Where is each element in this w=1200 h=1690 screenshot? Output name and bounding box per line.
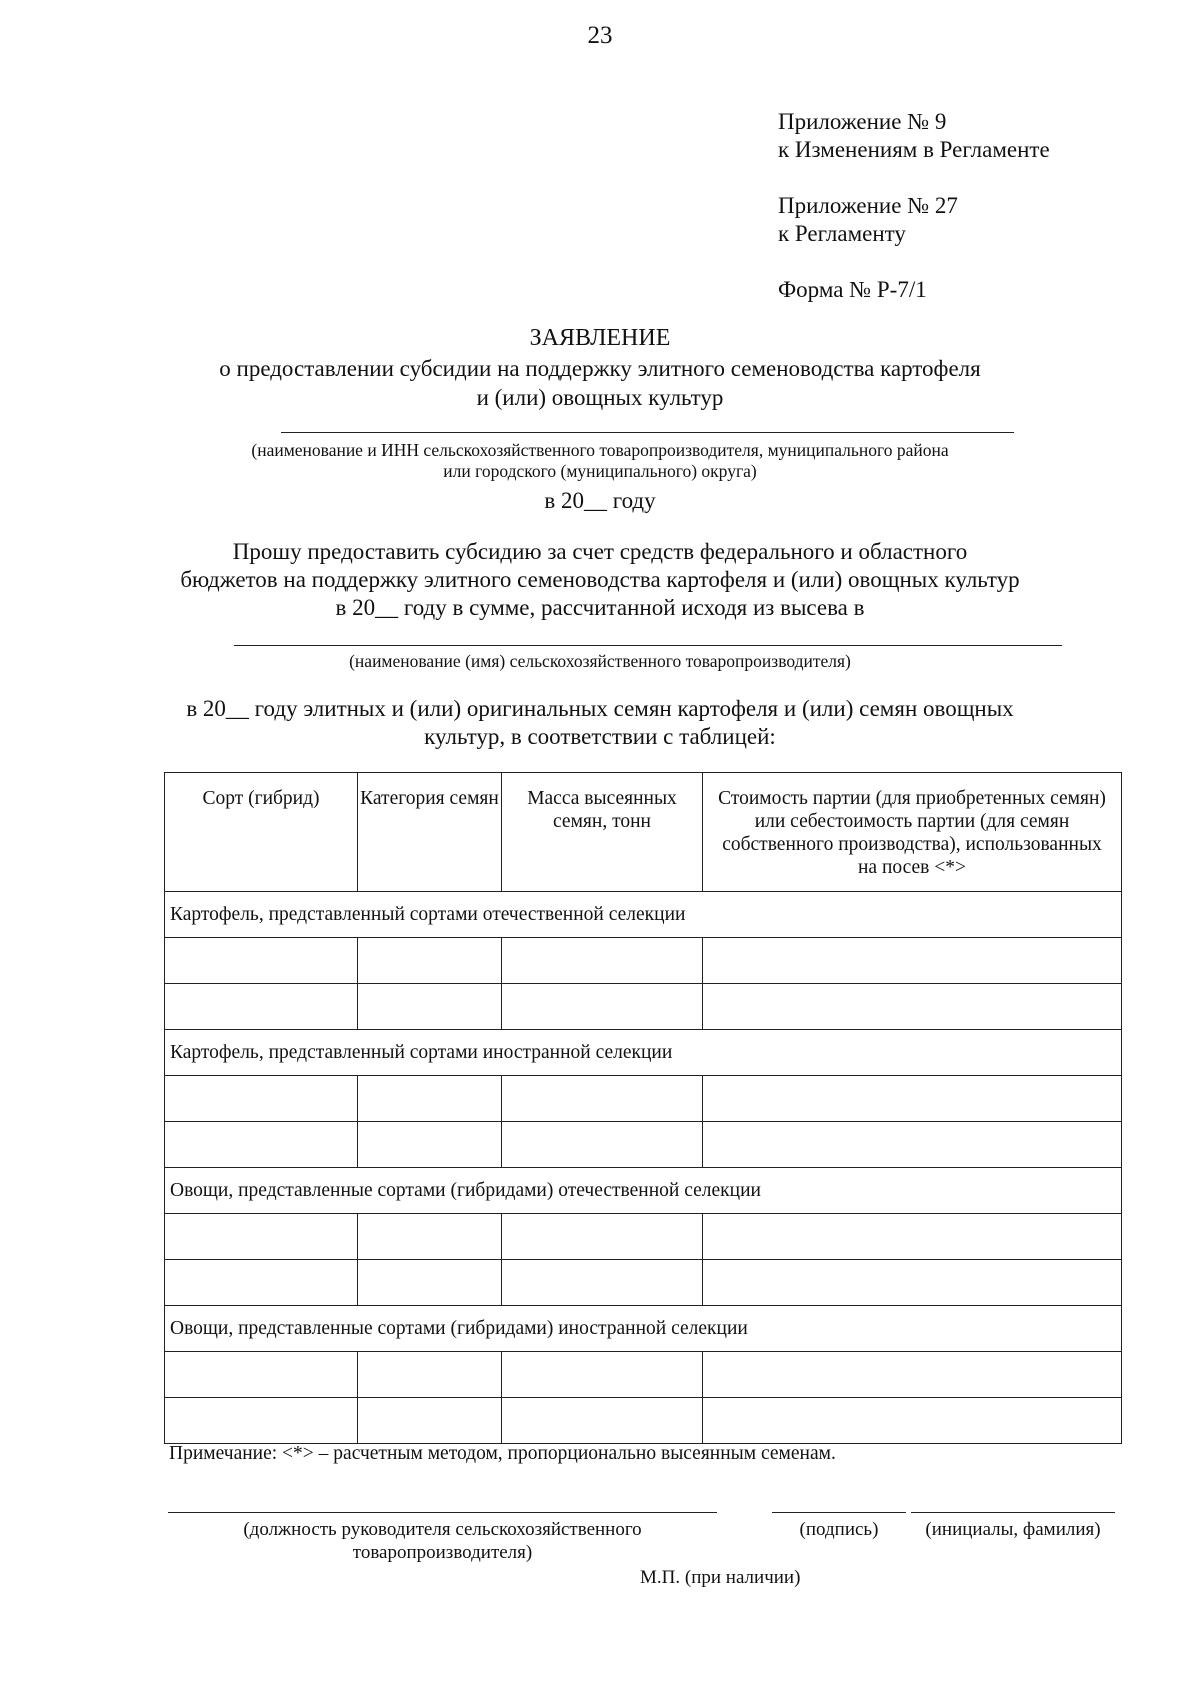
subtitle-line: и (или) овощных культур [476,385,724,410]
table-cell [358,1352,502,1398]
table-cell [358,1260,502,1306]
stamp-label: М.П. (при наличии) [640,1567,801,1588]
header-category: Категория семян [358,773,502,892]
table-cell [165,938,358,984]
seeds-line: культур, в соответствии с таблицей: [424,724,776,749]
appendix-line: к Изменениям в Регламенте [778,137,1050,162]
caption-line: (наименование и ИНН сельскохозяйственного товаропроизводителя, муниципального района [251,440,949,460]
seeds-table [164,772,1122,1444]
producer-caption: (наименование (имя) сельскохозяйственного товаропроизводителя) [349,651,851,671]
producer-fill-line [234,645,1062,646]
table-cell [358,1122,502,1168]
request-line: в 20__ году в сумме, рассчитанной исходя из высева в [335,595,865,620]
section-row [165,1030,1122,1076]
position-caption-line: товаропроизводителя) [352,1542,533,1563]
table-cell [358,1076,502,1122]
table-row [165,1352,1122,1398]
table-cell [703,938,1122,984]
seeds-paragraph [0,695,1200,751]
table-note: Примечание: <*> – расчетным методом, пропорционально высеянным семенам. [169,1443,836,1464]
request-paragraph [0,538,1200,622]
appendix-line: к Регламенту [778,221,906,246]
table-cell [502,938,703,984]
year-line: в 20__ году [544,488,656,513]
section-label: Овощи, представленные сортами (гибридами) отечественной селекции [165,1168,1122,1214]
table-row [165,1398,1122,1444]
header-mass: Масса высеянных семян, тонн [502,773,703,892]
request-line: Прошу предоставить субсидию за счет средств федерального и областного [232,539,968,564]
section-label: Картофель, представленный сортами иностранной селекции [165,1030,1122,1076]
header-cost: Стоимость партии (для приобретенных семян) или себестоимость партии (для семян собственного производства), использованных на посев <*> [703,773,1122,892]
table-header-row [165,773,1122,892]
section-label: Овощи, представленные сортами (гибридами) иностранной селекции [165,1306,1122,1352]
table-cell [703,984,1122,1030]
header-variety: Сорт (гибрид) [165,773,358,892]
table-cell [502,1398,703,1444]
table-cell [165,984,358,1030]
name-fill-line [911,1512,1115,1513]
table-cell [165,1214,358,1260]
table-row [165,1122,1122,1168]
table-cell [165,1076,358,1122]
seeds-line: в 20__ году элитных и (или) оригинальных семян картофеля и (или) семян овощных [186,696,1014,721]
caption-line: или городского (муниципального) округа) [443,461,757,481]
section-row [165,1306,1122,1352]
table-cell [502,984,703,1030]
signature-fill-line [772,1512,906,1513]
signature-caption: (подпись) [799,1519,879,1540]
table-cell [703,1398,1122,1444]
table-cell [703,1352,1122,1398]
appendix-line: Приложение № 27 [778,193,958,218]
table-cell [502,1122,703,1168]
appendix-block [778,108,1050,164]
position-caption [168,1518,717,1564]
form-number: Форма № Р-7/1 [778,277,927,302]
position-fill-line [168,1512,717,1513]
table-cell [502,1260,703,1306]
table-cell [165,1260,358,1306]
table-row [165,1260,1122,1306]
table-row [165,984,1122,1030]
name-fill-line [281,432,1014,433]
table-row [165,938,1122,984]
appendix-line: Приложение № 9 [778,109,947,134]
subtitle-line: о предоставлении субсидии на поддержку элитного семеноводства картофеля [219,356,981,381]
name-caption [0,440,1200,482]
table-row [165,1214,1122,1260]
table-cell [703,1214,1122,1260]
table-cell [502,1352,703,1398]
table-cell [502,1076,703,1122]
document-subtitle [0,354,1200,412]
appendix-block [778,192,958,248]
table-cell [165,1122,358,1168]
table-cell [502,1214,703,1260]
table-cell [703,1260,1122,1306]
table-row [165,1076,1122,1122]
request-line: бюджетов на поддержку элитного семеноводства картофеля и (или) овощных культур [180,567,1020,592]
table-cell [358,984,502,1030]
position-caption-line: (должность руководителя сельскохозяйственного [243,1519,642,1540]
table-cell [165,1398,358,1444]
document-title: ЗАЯВЛЕНИЕ [529,325,671,351]
name-caption: (инициалы, фамилия) [925,1519,1101,1540]
page-number: 23 [587,22,613,49]
table-cell [703,1076,1122,1122]
table-cell [703,1122,1122,1168]
section-label: Картофель, представленный сортами отечественной селекции [165,892,1122,938]
table-cell [358,1214,502,1260]
section-row [165,892,1122,938]
table-cell [358,1398,502,1444]
table-cell [165,1352,358,1398]
section-row [165,1168,1122,1214]
table-cell [358,938,502,984]
